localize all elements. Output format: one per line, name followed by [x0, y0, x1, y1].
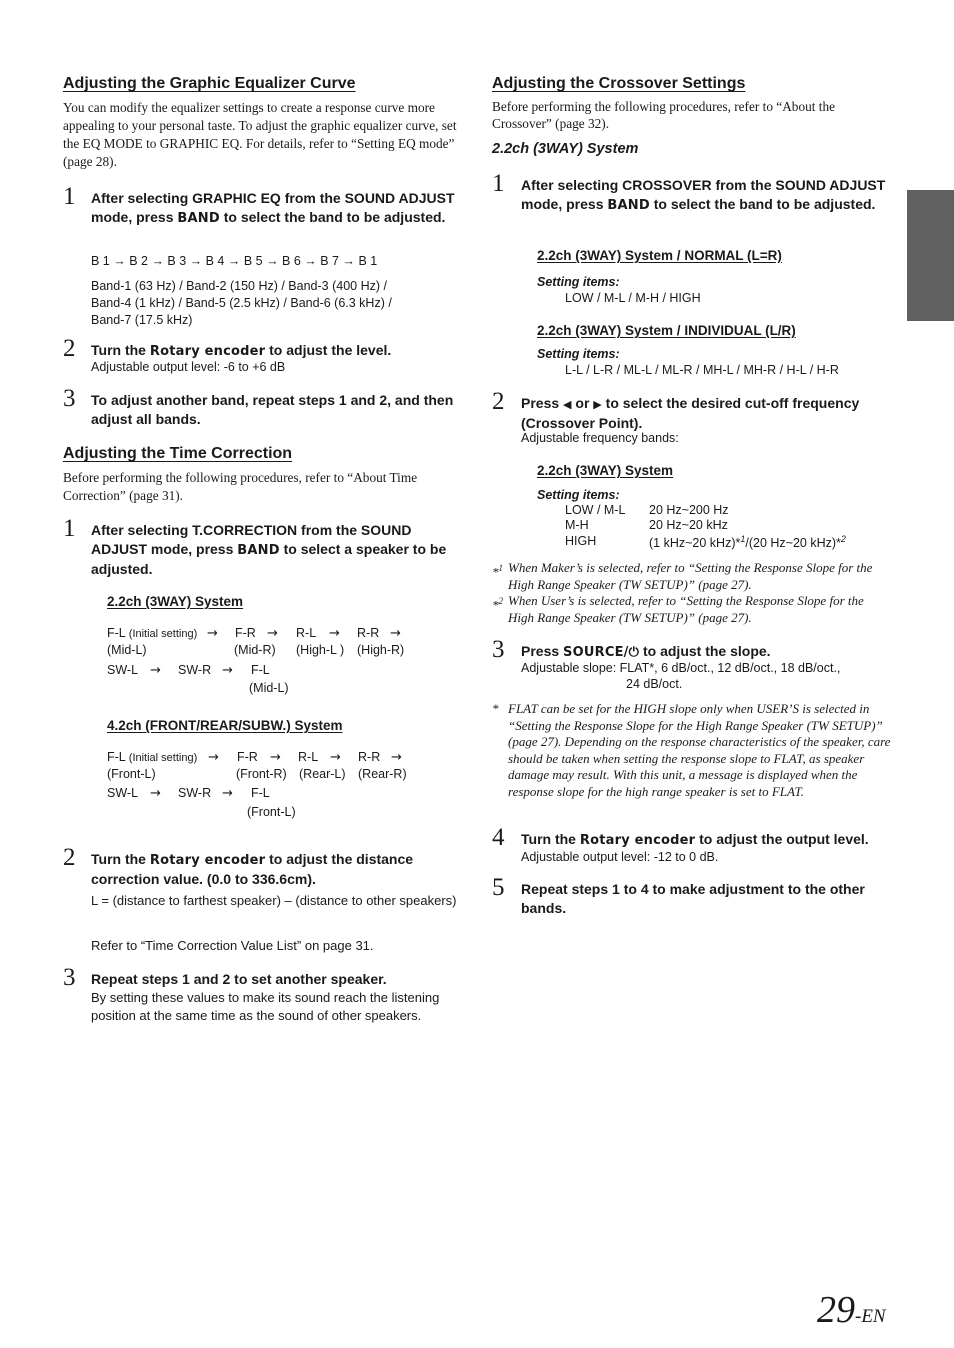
- co-step2-text: [521, 394, 893, 433]
- flow-highl: (High-L ): [296, 643, 345, 657]
- tc-step1-a: After selecting T.CORRECTION from the SOUND ADJUST mode, press: [91, 522, 412, 557]
- tc-3way-title: 2.2ch (3WAY) System: [107, 594, 244, 609]
- flow-rr: R-R: [358, 750, 381, 764]
- tc-step1-b: to select a speaker to be adjusted.: [91, 541, 447, 577]
- freq-title: 2.2ch (3WAY) System: [537, 463, 674, 478]
- section-tab: [907, 190, 954, 321]
- co-step4-a: Turn the: [521, 831, 576, 847]
- arrow-icon: →: [150, 786, 161, 801]
- co-step3-b: to adjust the slope.: [642, 643, 771, 659]
- crossover-heading: Adjusting the Crossover Settings: [492, 75, 746, 92]
- setting-items-label: Setting items:: [537, 347, 620, 361]
- flow-rl: R-L: [296, 626, 317, 640]
- tc-step1-number: 1: [63, 515, 76, 542]
- right-arrow-icon: ▶: [593, 398, 602, 411]
- co-step3-sub1: Adjustable slope: FLAT*, 6 dB/oct., 12 dB/oct., 18 dB/oct.,: [521, 661, 841, 675]
- co-step1-text: [521, 176, 893, 215]
- tc-step3-title: Repeat steps 1 and 2 to set another speaker.: [91, 971, 387, 987]
- flow-fl2: F-L: [251, 786, 270, 800]
- co-step5-text: Repeat steps 1 to 4 to make adjustment to the other bands.: [521, 881, 865, 916]
- eq-step1-number: 1: [63, 183, 76, 210]
- flow-frontl2: (Front-L): [247, 805, 296, 819]
- co-step4-text: [521, 830, 869, 850]
- setting-items-label: Setting items:: [537, 275, 620, 289]
- indiv-title: 2.2ch (3WAY) System / INDIVIDUAL (L/R): [537, 323, 796, 338]
- tc-step2-b: to adjust the distance correction value. (0.0 to 336.6cm).: [91, 851, 414, 887]
- freq-row-label: LOW / M-L: [565, 503, 626, 517]
- flow-fr: F-R: [237, 750, 258, 764]
- freq-row-value: 20 Hz~200 Hz: [649, 503, 729, 517]
- flow-frontl: (Front-L): [107, 767, 156, 781]
- page-number-suffix: -EN: [855, 1306, 886, 1327]
- co-step1-a: After selecting CROSSOVER from the SOUND ADJUST mode, press: [521, 177, 886, 212]
- flow-midl2: (Mid-L): [249, 681, 289, 695]
- arrow-icon: →: [267, 626, 278, 641]
- rotary-encoder-key: Rotary encoder: [149, 344, 266, 359]
- co-step4-b: to adjust the output level.: [699, 831, 869, 847]
- co-step4-number: 4: [492, 824, 505, 851]
- eq-heading: Adjusting the Graphic Equalizer Curve: [63, 75, 356, 92]
- flow-swr: SW-R: [178, 786, 212, 800]
- co-step2-or: or: [575, 395, 590, 411]
- co-step3-number: 3: [492, 636, 505, 663]
- flow-swr: SW-R: [178, 663, 212, 677]
- freq-row-label: M-H: [565, 518, 589, 532]
- flow-midl: (Mid-L): [107, 643, 147, 657]
- flow-highr: (High-R): [357, 643, 405, 657]
- flow-rearl: (Rear-L): [299, 767, 346, 781]
- arrow-icon: →: [391, 750, 402, 765]
- flow-rr: R-R: [357, 626, 380, 640]
- eq-step3-number: 3: [63, 385, 76, 412]
- eq-step2-number: 2: [63, 335, 76, 362]
- tc-formula: L = (distance to farthest speaker) – (distance to other speakers): [91, 893, 457, 908]
- tc-step3-body: By setting these values to make its sound reach the listening position at the same time as the sound of other speakers.: [91, 990, 440, 1023]
- indiv-items: L-L / L-R / ML-L / ML-R / MH-L / MH-R / H-L / H-R: [565, 363, 839, 377]
- tc-4ch-title: 4.2ch (FRONT/REAR/SUBW.) System: [107, 718, 343, 733]
- eq-step2-a: Turn the: [91, 342, 146, 358]
- eq-step1-a: After selecting GRAPHIC EQ from the SOUND ADJUST mode, press: [91, 190, 455, 225]
- co-step1-number: 1: [492, 170, 505, 197]
- arrow-icon: →: [329, 626, 340, 641]
- flow-fl: F-L (Initial setting): [107, 626, 198, 640]
- arrow-icon: →: [270, 750, 281, 765]
- eq-step2-sub: Adjustable output level: -6 to +6 dB: [91, 360, 286, 374]
- source-power-key: SOURCE/⏻: [563, 645, 640, 660]
- tc-intro: Before performing the following procedures, refer to “About Time Correction” (page 31).: [63, 470, 418, 503]
- co-step3-sub2: 24 dB/oct.: [626, 677, 683, 691]
- left-arrow-icon: ◀: [563, 398, 572, 411]
- tc-step3-number: 3: [63, 964, 76, 991]
- band-key: BAND: [237, 543, 280, 558]
- setting-items-label: Setting items:: [537, 488, 620, 502]
- crossover-intro: Before performing the following procedures, refer to “About the Crossover” (page 32).: [492, 99, 836, 131]
- page-number-value: 29: [817, 1289, 855, 1331]
- arrow-icon: →: [222, 663, 233, 678]
- arrow-icon: →: [150, 663, 161, 678]
- co-step1-b: to select the band to be adjusted.: [653, 196, 876, 212]
- flat-note: FLAT can be set for the HIGH slope only when USER’S is selected in “Setting the Response Slope for the High Range Speaker (TW SETUP)” (page 27). Depending on the response characteristics of the speaker, care should be taken when setting the response slope to FLAT, as speaker damage may result. With this unit, a message is displayed when the response slope for the high range speaker is set to FLAT.: [508, 701, 891, 799]
- tc-heading: Adjusting the Time Correction: [63, 445, 293, 462]
- eq-step1-b: to select the band to be adjusted.: [223, 209, 446, 225]
- flow-frontr: (Front-R): [236, 767, 287, 781]
- flow-rl: R-L: [298, 750, 319, 764]
- co-step2-number: 2: [492, 388, 505, 415]
- tc-step2-number: 2: [63, 844, 76, 871]
- rotary-encoder-key: Rotary encoder: [149, 853, 266, 868]
- footnote-2-mark: *$^2$: [492, 596, 503, 613]
- normal-title: 2.2ch (3WAY) System / NORMAL (L=R): [537, 248, 782, 263]
- flow-fl2: F-L: [251, 663, 270, 677]
- eq-step3-text: To adjust another band, repeat steps 1 and 2, and then adjust all bands.: [91, 392, 454, 427]
- tc-step2-text: [91, 850, 467, 889]
- flat-note-mark: *: [492, 701, 499, 716]
- co-step2-a: Press: [521, 395, 560, 411]
- co-step3-a: Press: [521, 643, 560, 659]
- eq-band-sequence: B 1 → B 2 → B 3 → B 4 → B 5 → B 6 → B 7 → B 1: [91, 254, 378, 268]
- band-key: BAND: [607, 198, 650, 213]
- co-step4-sub: Adjustable output level: -12 to 0 dB.: [521, 850, 719, 864]
- rotary-encoder-key: Rotary encoder: [579, 833, 696, 848]
- arrow-icon: →: [207, 626, 218, 641]
- arrow-icon: →: [330, 750, 341, 765]
- arrow-icon: →: [208, 750, 219, 765]
- flow-swl: SW-L: [107, 786, 139, 800]
- band-key: BAND: [177, 211, 220, 226]
- footnote-2: When User’s is selected, refer to “Setting the Response Slope for the High Range Speaker (TW SETUP)” (page 27).: [508, 593, 864, 625]
- footnote-1-mark: *$^1$: [492, 563, 503, 580]
- footnote-1: When Maker’s is selected, refer to “Setting the Response Slope for the High Range Speaker (TW SETUP)” (page 27).: [508, 560, 873, 592]
- flow-swl: SW-L: [107, 663, 139, 677]
- flow-fl: F-L (Initial setting): [107, 750, 198, 764]
- normal-items: LOW / M-L / M-H / HIGH: [565, 291, 701, 305]
- co-step2-b: to select the desired cut-off frequency (Crossover Point).: [521, 395, 860, 431]
- flow-rearr: (Rear-R): [358, 767, 407, 781]
- page-number: [817, 1288, 886, 1332]
- eq-intro: You can modify the equalizer settings to create a response curve more appealing to your personal taste. To adjust the graphic equalizer curve, set the EQ MODE to GRAPHIC EQ. For details, refer to “Setting EQ mode” (page 28).: [63, 100, 457, 169]
- freq-row-value: (1 kHz~20 kHz)*$^1$/(20 Hz~20 kHz)*$^2$: [649, 534, 846, 551]
- flow-midr: (Mid-R): [234, 643, 276, 657]
- arrow-icon: →: [222, 786, 233, 801]
- eq-step2-b: to adjust the level.: [269, 342, 392, 358]
- co-step5-number: 5: [492, 874, 505, 901]
- tc-step1-text: [91, 521, 463, 579]
- eq-band-list: Band-1 (63 Hz) / Band-2 (150 Hz) / Band-3 (400 Hz) / Band-4 (1 kHz) / Band-5 (2.5 kHz) / Band-6 (6.3 kHz) / Band-7 (17.5 kHz): [91, 279, 392, 327]
- crossover-subheading: 2.2ch (3WAY) System: [492, 141, 639, 157]
- freq-row-label: HIGH: [565, 534, 597, 548]
- arrow-icon: →: [390, 626, 401, 641]
- tc-refer: Refer to “Time Correction Value List” on page 31.: [91, 938, 374, 953]
- tc-step2-a: Turn the: [91, 851, 146, 867]
- eq-step1-text: [91, 189, 467, 228]
- eq-step2-text: [91, 341, 467, 361]
- flow-fr: F-R: [235, 626, 256, 640]
- co-step3-text: [521, 642, 771, 662]
- co-step2-sub: Adjustable frequency bands:: [521, 431, 679, 445]
- freq-row-value: 20 Hz~20 kHz: [649, 518, 728, 532]
